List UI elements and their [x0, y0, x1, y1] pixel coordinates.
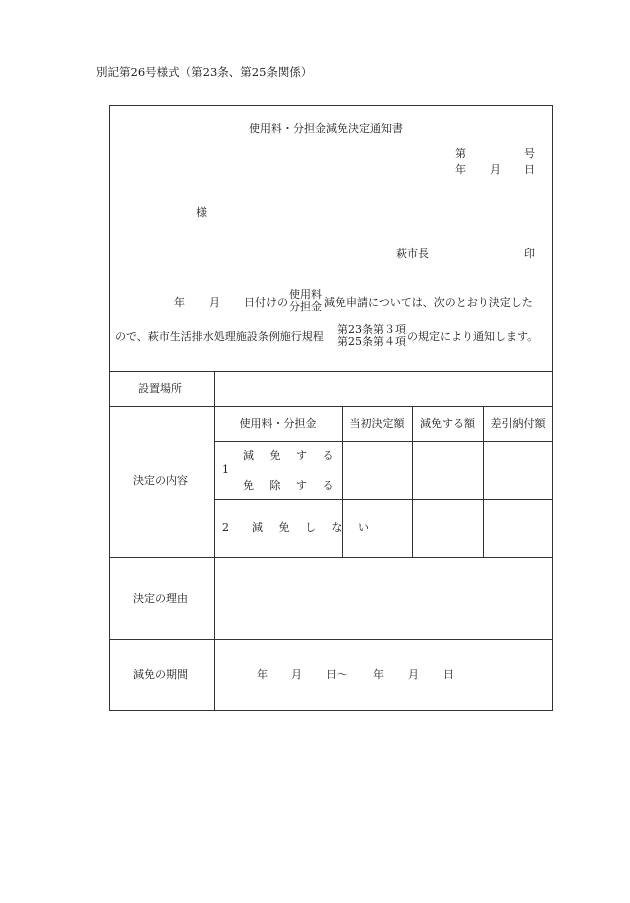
- table-top-rule: [109, 371, 553, 372]
- body-line2-end: の規定により通知します。: [407, 330, 539, 343]
- period-to-year: 年: [373, 668, 384, 681]
- fee-type-options: [289, 289, 322, 312]
- option1-number: 1: [222, 463, 229, 476]
- number-prefix: 第: [455, 147, 466, 160]
- location-row-rule: [109, 406, 553, 407]
- option1-reduce: 減 免 す る: [243, 449, 340, 462]
- option1-exempt: 免 除 す る: [243, 479, 340, 492]
- addressee-suffix: 様: [196, 206, 207, 219]
- col-header-reduced-amount: 減免する額: [420, 417, 475, 430]
- period-to-day: 日: [443, 668, 454, 681]
- body-line2-start: ので、萩市生活排水処理施設条例施行規程: [115, 330, 324, 343]
- date-year-label: 年: [455, 163, 466, 176]
- location-label: 設置場所: [138, 382, 182, 395]
- col-header-initial-amount: 当初決定額: [349, 417, 405, 430]
- fee-option-share: 分担金: [289, 299, 322, 313]
- col-header-balance-payment: 差引納付額: [490, 417, 546, 430]
- body-year: 年: [174, 296, 185, 309]
- article-option-23: 第23条第３項: [337, 323, 406, 336]
- number-suffix: 号: [524, 147, 535, 160]
- decision-label: 決定の内容: [133, 474, 188, 487]
- date-month-label: 月: [490, 163, 501, 176]
- body-month: 月: [209, 296, 220, 309]
- document-title: 使用料・分担金減免決定通知書: [249, 122, 403, 135]
- form-number-label: 別記第26号様式（第23条、第25条関係）: [96, 65, 313, 79]
- article-option-25: 第25条第４項: [337, 334, 406, 348]
- period-from-month: 月: [291, 668, 302, 681]
- period-to-month: 月: [408, 668, 419, 681]
- period-from-day: 日〜: [326, 668, 348, 681]
- body-day-of: 日付けの: [244, 296, 288, 309]
- notice-form: [109, 105, 553, 711]
- option2-not-reduce: 2 減 免 し な い: [222, 521, 375, 534]
- date-day-label: 日: [524, 163, 535, 176]
- body-line1-rest: 減免申請については、次のとおり決定した: [324, 296, 533, 309]
- reason-row-rule: [109, 639, 553, 640]
- article-options: [337, 324, 406, 347]
- seal-mark: 印: [524, 247, 535, 260]
- period-label: 減免の期間: [133, 668, 188, 681]
- reason-label: 決定の理由: [133, 592, 188, 605]
- decision-row-rule: [109, 557, 553, 558]
- period-from-year: 年: [257, 668, 268, 681]
- header-row-rule: [214, 441, 553, 442]
- option-row-rule: [214, 499, 553, 500]
- fee-option-usage: 使用料: [289, 288, 322, 301]
- issuer-name: 萩市長: [396, 247, 429, 260]
- col-header-fee-type: 使用料・分担金: [239, 417, 317, 430]
